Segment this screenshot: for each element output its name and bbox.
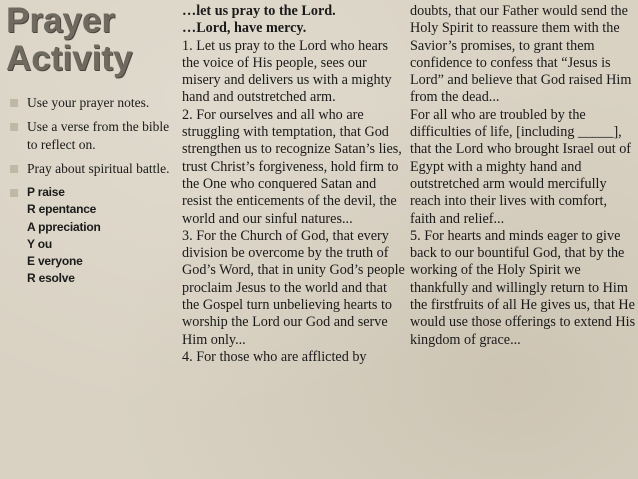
- title-line-2: Activity: [6, 39, 133, 78]
- petition-paragraph: 1. Let us pray to the Lord who hears the voice of His people, sees our misery and delivers us with a mighty hand and outstretched arm.: [182, 37, 392, 106]
- petition-paragraph: For all who are troubled by the difficulties of life, [including _____], that the Lord who brought Israel out of Egypt with a mighty hand and outstretched arm would mercifully reach into their lives with comfort, faith and relief...: [410, 106, 632, 227]
- acrostic-line: E veryone: [27, 254, 83, 269]
- acrostic-line: Y ou: [27, 236, 52, 251]
- petition-paragraph: 5. For hearts and minds eager to give back to our bountiful God, that by the working of the Holy Spirit we thankfully and willingly return to Him the firstfruits of all He gives us, that He would use those offerings to extend His kingdom of grace...: [410, 227, 636, 348]
- title-line-1: Prayer: [6, 1, 115, 40]
- petition-paragraph: 2. For ourselves and all who are struggling with temptation, that God strengthen us to recognize Satan’s lies, trust Christ’s forgiveness, hold firm to the One who conquered Satan and resist the enticements of the devil, the world and our sinful natures...: [182, 106, 402, 227]
- acrostic-line: A ppreciation: [27, 219, 101, 234]
- page-title: [6, 2, 132, 78]
- petition-response: …Lord, have mercy.: [182, 20, 307, 37]
- prayer-column-1: [182, 3, 406, 366]
- bullet-list: [10, 94, 170, 294]
- bullet-item: Use your prayer notes.: [10, 94, 170, 112]
- acrostic-line: R epentance: [27, 202, 97, 217]
- acrostic-list: [10, 184, 170, 288]
- acrostic-line: P raise: [27, 185, 65, 199]
- petition-paragraph: 4. For those who are afflicted by: [182, 348, 367, 365]
- bullet-item: Use a verse from the bible to reflect on.: [10, 118, 170, 154]
- petition-call: …let us pray to the Lord.: [182, 3, 336, 19]
- petition-paragraph: 3. For the Church of God, that every division be overcome by the truth of God’s Word, that in unity God’s people proclaim Jesus to the world and that the Gospel turn unbelieving hearts to worship the Lord our God and serve Him only...: [182, 227, 405, 348]
- bullet-item: Pray about spiritual battle.: [10, 160, 170, 178]
- petition-paragraph: doubts, that our Father would send the Holy Spirit to reassure them with the Savior’s promises, to grant them confidence to confess that “Jesus is Lord” and believe that God raised Him from the dead...: [410, 3, 632, 106]
- prayer-column-2: [410, 3, 636, 349]
- acrostic-line: R esolve: [27, 271, 75, 286]
